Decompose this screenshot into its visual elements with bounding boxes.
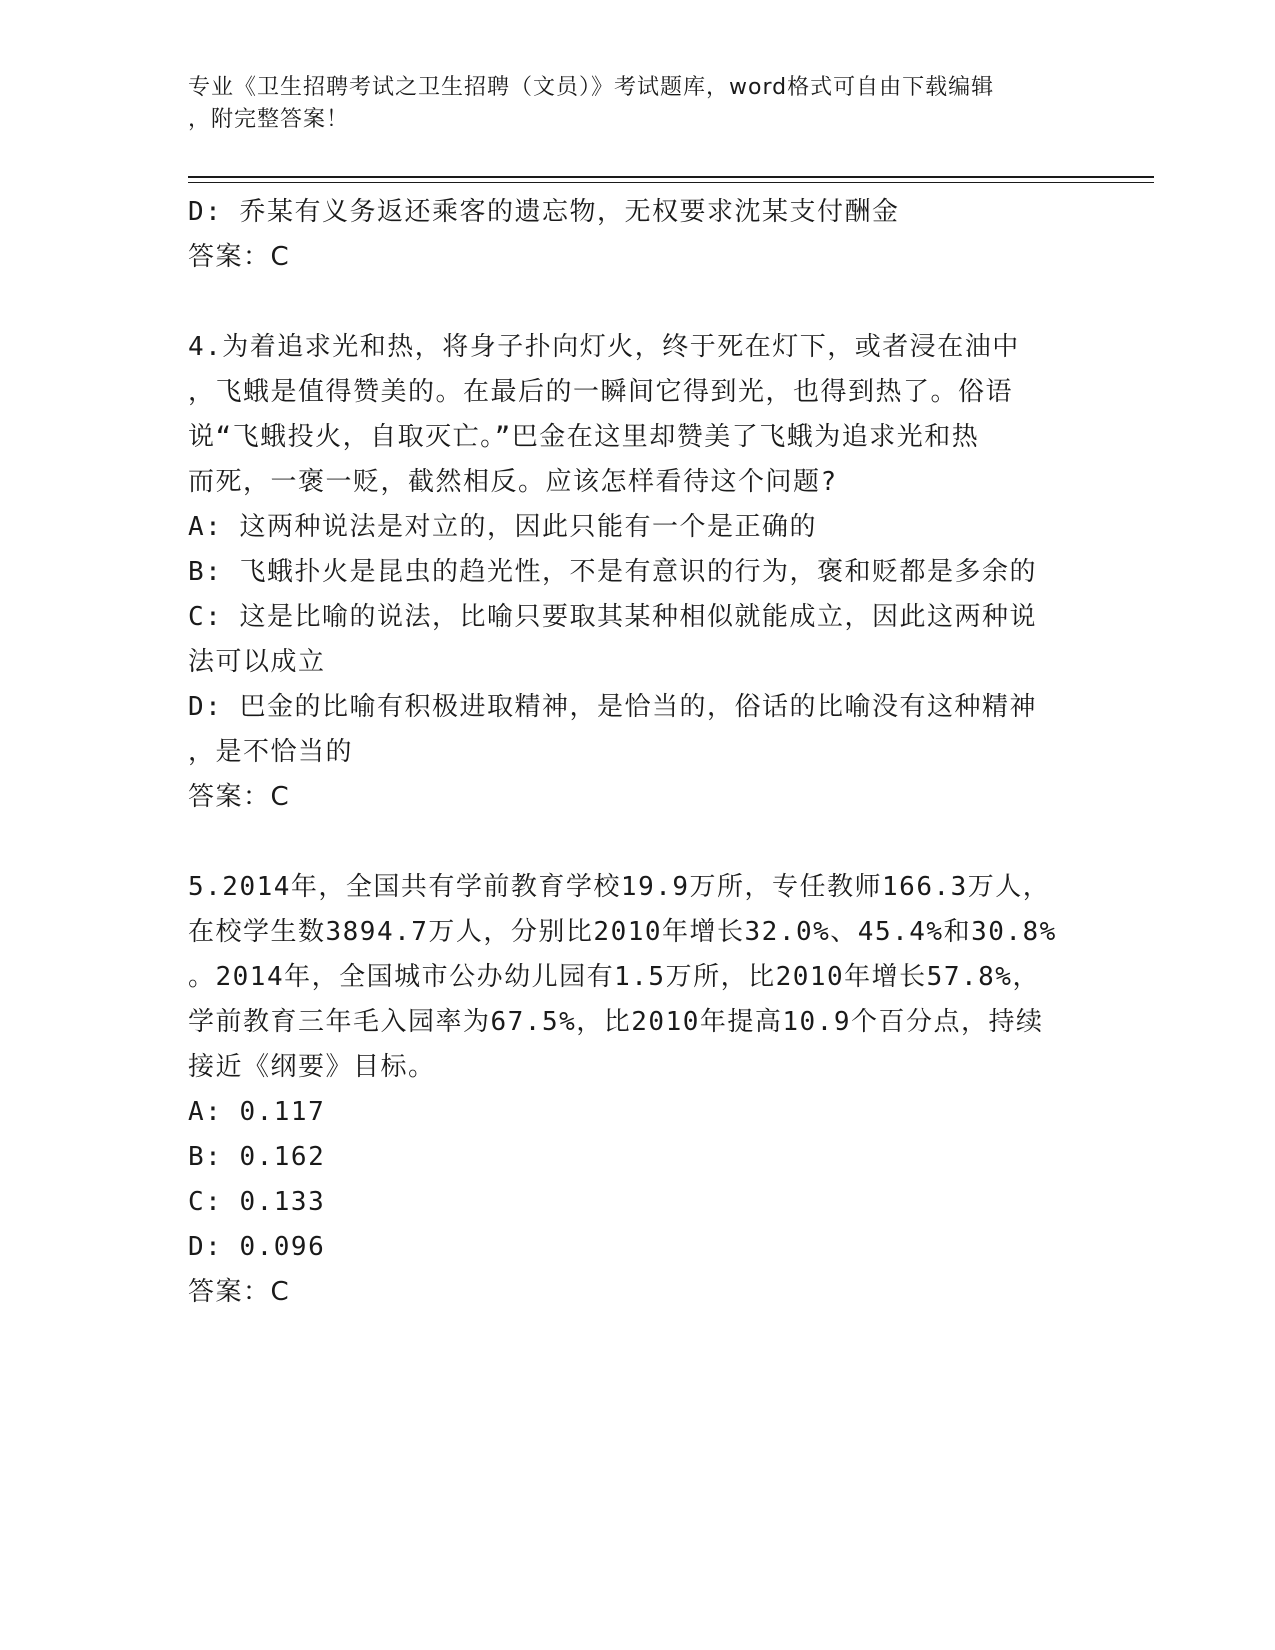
page-header (188, 72, 1068, 136)
spacer (188, 820, 1088, 865)
q5-stem-line: 5.2014年，全国共有学前教育学校19.9万所，专任教师166.3万人， (188, 872, 1051, 902)
question-3-tail (188, 190, 1088, 280)
q4-answer: 答案：C (188, 782, 291, 812)
q3-answer: 答案：C (188, 242, 291, 272)
q5-answer: 答案：C (188, 1277, 291, 1307)
header-line-2: ，附完整答案！ (188, 107, 350, 132)
question-content (188, 190, 1088, 1315)
q4-option-d-cont: ，是不恰当的 (188, 737, 354, 767)
q4-option-c: C: 这是比喻的说法，比喻只要取其某种相似就能成立，因此这两种说 (188, 602, 1037, 632)
q5-stem-line: 在校学生数3894.7万人，分别比2010年增长32.0%、45.4%和30.8% (188, 917, 1057, 947)
question-5 (188, 865, 1088, 1315)
q4-stem-line: 4.为着追求光和热，将身子扑向灯火，终于死在灯下，或者浸在油中 (188, 332, 1020, 362)
q5-stem-line: 。2014年，全国城市公办幼儿园有1.5万所，比2010年增长57.8%， (188, 962, 1040, 992)
q5-stem-line: 接近《纲要》目标。 (188, 1052, 436, 1082)
q5-option-b: B: 0.162 (188, 1142, 326, 1172)
header-line-1: 专业《卫生招聘考试之卫生招聘（文员）》考试题库，word格式可自由下载编辑 (188, 75, 995, 100)
q5-option-c: C: 0.133 (188, 1187, 326, 1217)
q4-stem-line: 说“飞蛾投火，自取灭亡。”巴金在这里却赞美了飞蛾为追求光和热 (188, 422, 980, 452)
spacer (188, 280, 1088, 325)
q4-option-b: B: 飞蛾扑火是昆虫的趋光性，不是有意识的行为，褒和贬都是多余的 (188, 557, 1037, 587)
q5-stem-line: 学前教育三年毛入园率为67.5%，比2010年提高10.9个百分点，持续 (188, 1007, 1044, 1037)
q5-option-a: A: 0.117 (188, 1097, 326, 1127)
header-divider-thin (188, 182, 1154, 183)
q4-stem-line: 而死，一褒一贬，截然相反。应该怎样看待这个问题? (188, 467, 838, 497)
q5-option-d: D: 0.096 (188, 1232, 326, 1262)
q4-option-a: A: 这两种说法是对立的，因此只能有一个是正确的 (188, 512, 817, 542)
q4-option-d: D: 巴金的比喻有积极进取精神，是恰当的，俗话的比喻没有这种精神 (188, 692, 1037, 722)
question-4 (188, 325, 1088, 820)
q3-option-d: D: 乔某有义务返还乘客的遗忘物，无权要求沈某支付酬金 (188, 197, 900, 227)
header-divider-thick (188, 176, 1154, 178)
q4-stem-line: ，飞蛾是值得赞美的。在最后的一瞬间它得到光，也得到热了。俗语 (188, 377, 1014, 407)
q4-option-c-cont: 法可以成立 (188, 647, 326, 677)
